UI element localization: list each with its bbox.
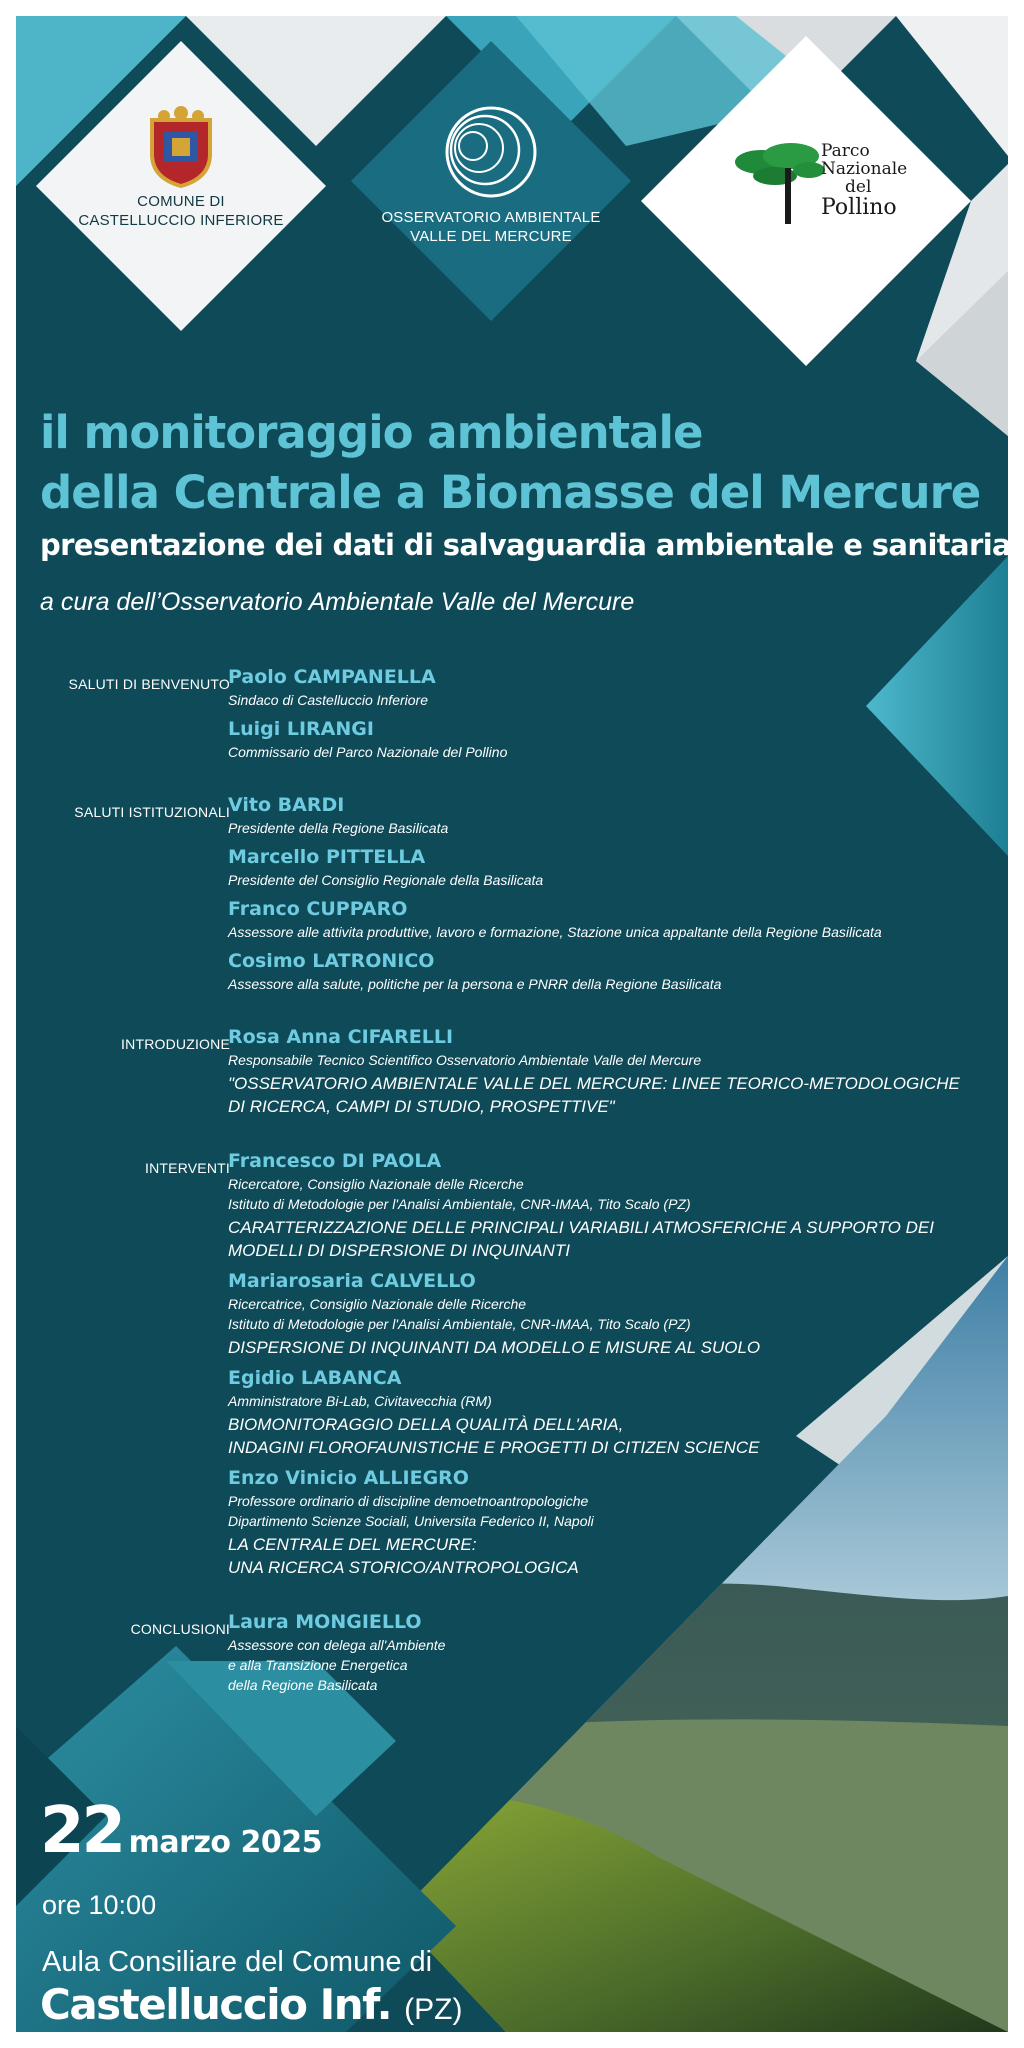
speaker-role: Sindaco di Castelluccio Inferiore — [228, 692, 428, 708]
section-label: SALUTI ISTITUZIONALI — [74, 804, 230, 820]
speaker-talk-title: "OSSERVATORIO AMBIENTALE VALLE DEL MERCURE: LINEE TEORICO-METODOLOGICHE DI RICERCA, CAMPI DI STUDIO, PROSPETTIVE" — [228, 1074, 960, 1116]
speaker-talk-title: LA CENTRALE DEL MERCURE: UNA RICERCA STORICO/ANTROPOLOGICA — [228, 1535, 579, 1577]
section-label: INTRODUZIONE — [121, 1036, 230, 1052]
speaker-role: Amministratore Bi-Lab, Civitavecchia (RM) — [228, 1393, 492, 1409]
speaker-role: Presidente del Consiglio Regionale della Basilicata — [228, 872, 544, 888]
speaker-role: Presidente della Regione Basilicata — [228, 820, 449, 836]
pine-tree-logo-icon — [731, 134, 827, 230]
speaker-entry — [228, 664, 998, 710]
speaker-entry — [228, 896, 998, 942]
program — [16, 664, 1008, 1725]
speaker-name: Francesco DI PAOLA — [228, 1150, 442, 1172]
speaker-name: Paolo CAMPANELLA — [228, 666, 436, 688]
speaker-role: Assessore alle attivita produttive, lavoro e formazione, Stazione unica appaltante della Regione Basilicata — [228, 924, 882, 940]
program-section — [16, 664, 1008, 762]
speaker-talk-title: BIOMONITORAGGIO DELLA QUALITÀ DELL'ARIA, INDAGINI FLOROFAUNISTICHE E PROGETTI DI CITIZEN SCIENCE — [228, 1415, 760, 1457]
speaker-name: Vito BARDI — [228, 794, 345, 816]
section-label: SALUTI DI BENVENUTO — [68, 676, 230, 692]
event-province: (PZ) — [404, 1993, 463, 2026]
speaker-entry — [228, 1024, 998, 1118]
speaker-name: Egidio LABANCA — [228, 1367, 402, 1389]
speaker-entry — [228, 844, 998, 890]
curated-by: a cura dell’Osservatorio Ambientale Valle del Mercure — [40, 588, 635, 616]
event-town-name: Castelluccio Inf. — [40, 1980, 392, 2029]
logo-parco-pollino — [731, 134, 931, 254]
speaker-list — [228, 664, 998, 762]
event-date — [40, 1794, 322, 1868]
speaker-name: Marcello PITTELLA — [228, 846, 426, 868]
speaker-entry — [228, 716, 998, 762]
logo-osservatorio-label: OSSERVATORIO AMBIENTALE VALLE DEL MERCURE — [381, 209, 601, 245]
speaker-name: Rosa Anna CIFARELLI — [228, 1026, 454, 1048]
speaker-list — [228, 1024, 998, 1118]
event-day: 22 — [40, 1794, 124, 1868]
subtitle: presentazione dei dati di salvaguardia ambientale e sanitaria — [40, 528, 1012, 562]
speaker-name: Enzo Vinicio ALLIEGRO — [228, 1467, 469, 1489]
speaker-talk-title: DISPERSIONE DI INQUINANTI DA MODELLO E MISURE AL SUOLO — [228, 1338, 761, 1357]
program-section — [16, 792, 1008, 994]
speaker-name: Mariarosaria CALVELLO — [228, 1270, 476, 1292]
concentric-circles-logo-icon — [443, 104, 539, 200]
event-time: ore 10:00 — [42, 1890, 157, 1920]
speaker-entry — [228, 1268, 998, 1359]
speaker-entry — [228, 792, 998, 838]
speaker-name: Luigi LIRANGI — [228, 718, 374, 740]
speaker-role: Assessore alla salute, politiche per la persona e PNRR della Regione Basilicata — [228, 976, 722, 992]
speaker-list — [228, 1609, 998, 1695]
speaker-list — [228, 1148, 998, 1579]
logo-parco-label: Parco Nazionale del Pollino — [821, 141, 908, 220]
speaker-role: Commissario del Parco Nazionale del Pollino — [228, 744, 508, 760]
title-line-1: il monitoraggio ambientale — [40, 406, 703, 459]
logo-osservatorio — [381, 104, 601, 246]
speaker-talk-title: CARATTERIZZAZIONE DELLE PRINCIPALI VARIABILI ATMOSFERICHE A SUPPORTO DEI MODELLI DI DISPERSIONE DI INQUINANTI — [228, 1218, 934, 1260]
event-town — [40, 1980, 463, 2029]
poster — [16, 16, 1012, 2041]
program-section — [16, 1148, 1008, 1579]
program-section — [16, 1609, 1008, 1695]
speaker-name: Cosimo LATRONICO — [228, 950, 435, 972]
program-section — [16, 1024, 1008, 1118]
speaker-role: Professore ordinario di discipline demoetnoantropologiche Dipartimento Scienze Sociali, Universita Federico II, Napoli — [228, 1493, 594, 1529]
logo-comune — [76, 106, 286, 230]
section-label: CONCLUSIONI — [130, 1621, 230, 1637]
coat-of-arms-icon — [142, 106, 220, 188]
speaker-role: Responsabile Tecnico Scientifico Osservatorio Ambientale Valle del Mercure — [228, 1052, 702, 1068]
speaker-list — [228, 792, 998, 994]
speaker-entry — [228, 948, 998, 994]
speaker-entry — [228, 1609, 998, 1695]
speaker-name: Laura MONGIELLO — [228, 1611, 422, 1633]
logo-comune-label: COMUNE DI CASTELLUCCIO INFERIORE — [78, 193, 284, 229]
section-label: INTERVENTI — [145, 1160, 230, 1176]
speaker-entry — [228, 1365, 998, 1459]
title-line-2: della Centrale a Biomasse del Mercure — [40, 466, 981, 519]
speaker-role: Assessore con delega all'Ambiente e alla Transizione Energetica della Regione Basilicata — [228, 1637, 446, 1693]
event-venue: Aula Consiliare del Comune di — [42, 1946, 433, 1978]
speaker-name: Franco CUPPARO — [228, 898, 408, 920]
event-month-year: marzo 2025 — [128, 1825, 322, 1860]
speaker-role: Ricercatore, Consiglio Nazionale delle Ricerche Istituto di Metodologie per l'Analisi Ambientale, CNR-IMAA, Tito Scalo (PZ) — [228, 1176, 691, 1212]
speaker-entry — [228, 1148, 998, 1262]
printer-credit: TIP. GAGLIARDI - LAGONEGRO — [550, 2032, 669, 2041]
speaker-role: Ricercatrice, Consiglio Nazionale delle Ricerche Istituto di Metodologie per l'Analisi Ambientale, CNR-IMAA, Tito Scalo (PZ) — [228, 1296, 691, 1332]
speaker-entry — [228, 1465, 998, 1579]
